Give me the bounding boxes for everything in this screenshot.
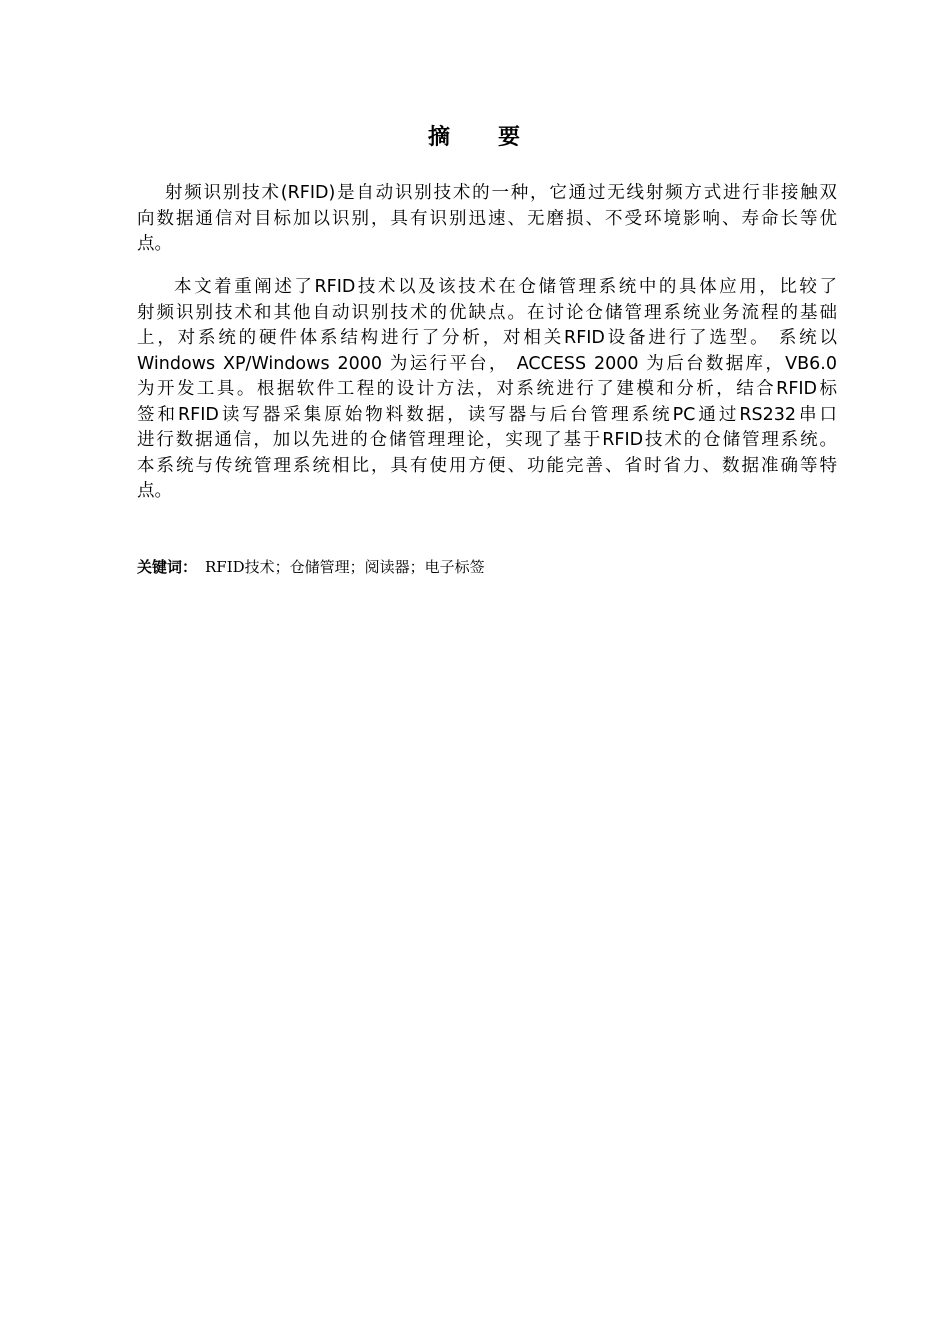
paragraph-line: 射频识别技术(RFID)是自动识别技术的一种，它通过无线射频方式进行非接触双 bbox=[165, 183, 837, 203]
paragraph-line: 点。 bbox=[137, 481, 172, 501]
title-char-1: 摘 bbox=[427, 125, 452, 150]
paragraph-line: 签和RFID读写器采集原始物料数据，读写器与后台管理系统PC通过RS232串口 bbox=[137, 404, 837, 425]
paragraph-line: 本文着重阐述了RFID技术以及该技术在仓储管理系统中的具体应用，比较了 bbox=[174, 277, 837, 297]
keywords-label: 关键词： bbox=[137, 558, 198, 576]
abstract-paragraph-1 bbox=[137, 181, 837, 258]
paragraph-line: 进行数据通信，加以先进的仓储管理理论，实现了基于RFID技术的仓储管理系统。 bbox=[137, 430, 837, 450]
title-char-2: 要 bbox=[498, 125, 523, 150]
paragraph-line: 点。 bbox=[137, 234, 172, 254]
abstract-title bbox=[0, 120, 950, 151]
keywords-value: RFID技术；仓储管理；阅读器；电子标签 bbox=[205, 558, 485, 576]
paragraph-line: 上，对系统的硬件体系结构进行了分析，对相关RFID设备进行了选型。 系统以 bbox=[137, 328, 837, 348]
paragraph-line: 射频识别技术和其他自动识别技术的优缺点。在讨论仓储管理系统业务流程的基础 bbox=[137, 302, 837, 323]
keywords-line bbox=[137, 557, 485, 577]
abstract-paragraph-2 bbox=[137, 275, 837, 505]
paragraph-line: 本系统与传统管理系统相比，具有使用方便、功能完善、省时省力、数据准确等特 bbox=[137, 455, 837, 476]
paragraph-line: 向数据通信对目标加以识别，具有识别迅速、无磨损、不受环境影响、寿命长等优 bbox=[137, 208, 837, 229]
paragraph-line: Windows XP/Windows 2000 为运行平台， ACCESS 2000 为后台数据库，VB6.0 bbox=[137, 353, 837, 374]
paragraph-line: 为开发工具。根据软件工程的设计方法，对系统进行了建模和分析，结合RFID标 bbox=[137, 379, 837, 399]
